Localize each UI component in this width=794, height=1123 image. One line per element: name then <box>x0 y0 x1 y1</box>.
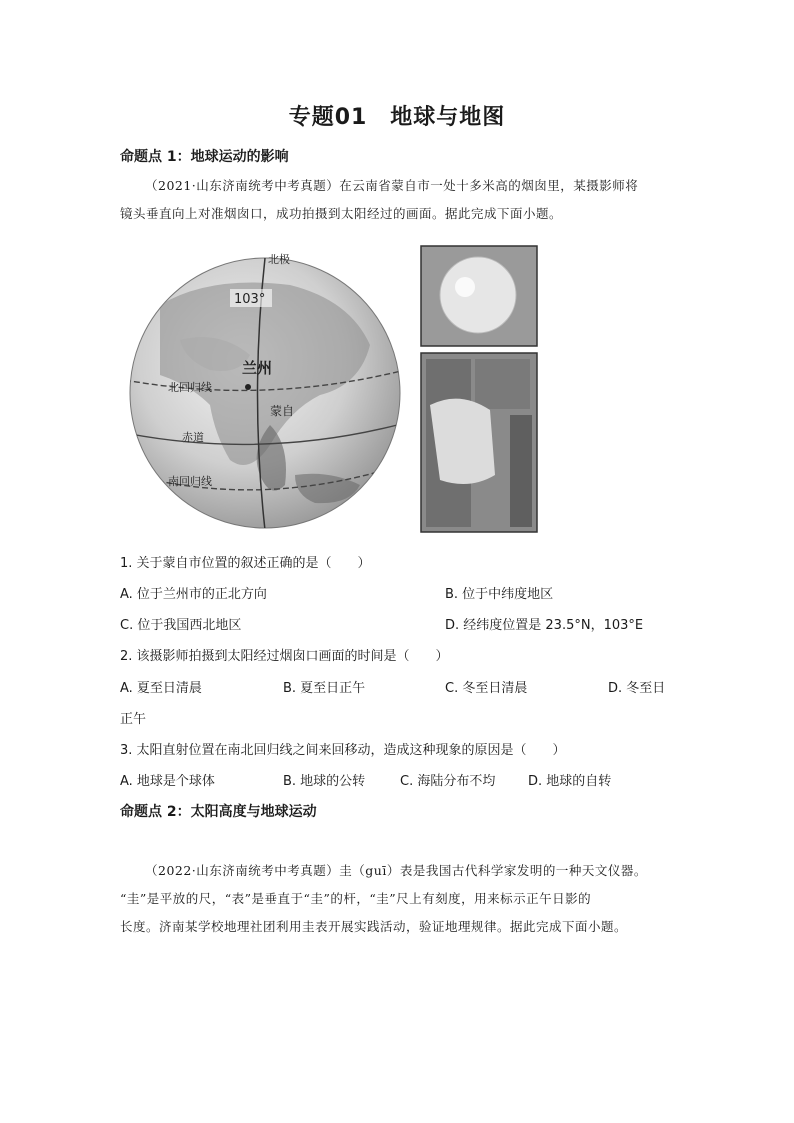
q3-option-c[interactable]: C. 海陆分布不均 <box>400 774 496 789</box>
q3-option-d[interactable]: D. 地球的自转 <box>528 774 612 789</box>
label-longitude: 103° <box>234 292 266 307</box>
label-mengzi: 蒙自 <box>270 404 295 418</box>
page-title: 专题01 地球与地图 <box>288 105 506 130</box>
question-3-stem: 3. 太阳直射位置在南北回归线之间来回移动，造成这种现象的原因是（ ） <box>120 743 566 758</box>
q2-option-d-continued: 正午 <box>120 712 147 727</box>
intro-paragraph-2 <box>120 857 680 941</box>
section-heading-2: 命题点 2：太阳高度与地球运动 <box>120 804 317 820</box>
label-tropic-capricorn: 南回归线 <box>168 475 212 488</box>
intro1-line-1: （2021·山东济南统考中考真题）在云南省蒙自市一处十多米高的烟囱里，某摄影师将 <box>145 178 639 193</box>
q1-option-a[interactable]: A. 位于兰州市的正北方向 <box>120 587 267 602</box>
intro2-line-1: （2022·山东济南统考中考真题）圭（guī）表是我国古代科学家发明的一种天文仪器。 <box>145 863 647 878</box>
q1-option-c[interactable]: C. 位于我国西北地区 <box>120 618 242 633</box>
intro-paragraph-1 <box>120 172 680 228</box>
intro2-line-3: 长度。济南某学校地理社团利用圭表开展实践活动，验证地理规律。据此完成下面小题。 <box>120 919 628 934</box>
label-lanzhou: 兰州 <box>242 359 273 377</box>
q2-option-c[interactable]: C. 冬至日清晨 <box>445 681 528 696</box>
label-tropic-cancer: 北回归线 <box>168 381 212 394</box>
intro1-line-2: 镜头垂直向上对准烟囱口，成功拍摄到太阳经过的画面。据此完成下面小题。 <box>120 206 563 221</box>
q1-option-b[interactable]: B. 位于中纬度地区 <box>445 587 554 602</box>
q3-option-b[interactable]: B. 地球的公转 <box>283 774 366 789</box>
question-2-stem: 2. 该摄影师拍摄到太阳经过烟囱口画面的时间是（ ） <box>120 649 449 664</box>
section-heading-1: 命题点 1：地球运动的影响 <box>120 149 289 165</box>
q1-option-d[interactable]: D. 经纬度位置是 23.5°N，103°E <box>445 618 644 633</box>
q2-option-b[interactable]: B. 夏至日正午 <box>283 681 366 696</box>
q2-option-a[interactable]: A. 夏至日清晨 <box>120 681 202 696</box>
intro2-line-2: “圭”是平放的尺，“表”是垂直于“圭”的杆，“圭”尺上有刻度，用来标示正午日影的 <box>120 891 592 906</box>
label-equator: 赤道 <box>182 431 204 444</box>
chimney-photos <box>420 245 538 533</box>
label-north-pole: 北极 <box>268 253 290 266</box>
q3-option-a[interactable]: A. 地球是个球体 <box>120 774 215 789</box>
question-1-stem: 1. 关于蒙自市位置的叙述正确的是（ ） <box>120 556 371 571</box>
q2-option-d[interactable]: D. 冬至日 <box>608 681 666 696</box>
globe-figure <box>120 245 410 530</box>
